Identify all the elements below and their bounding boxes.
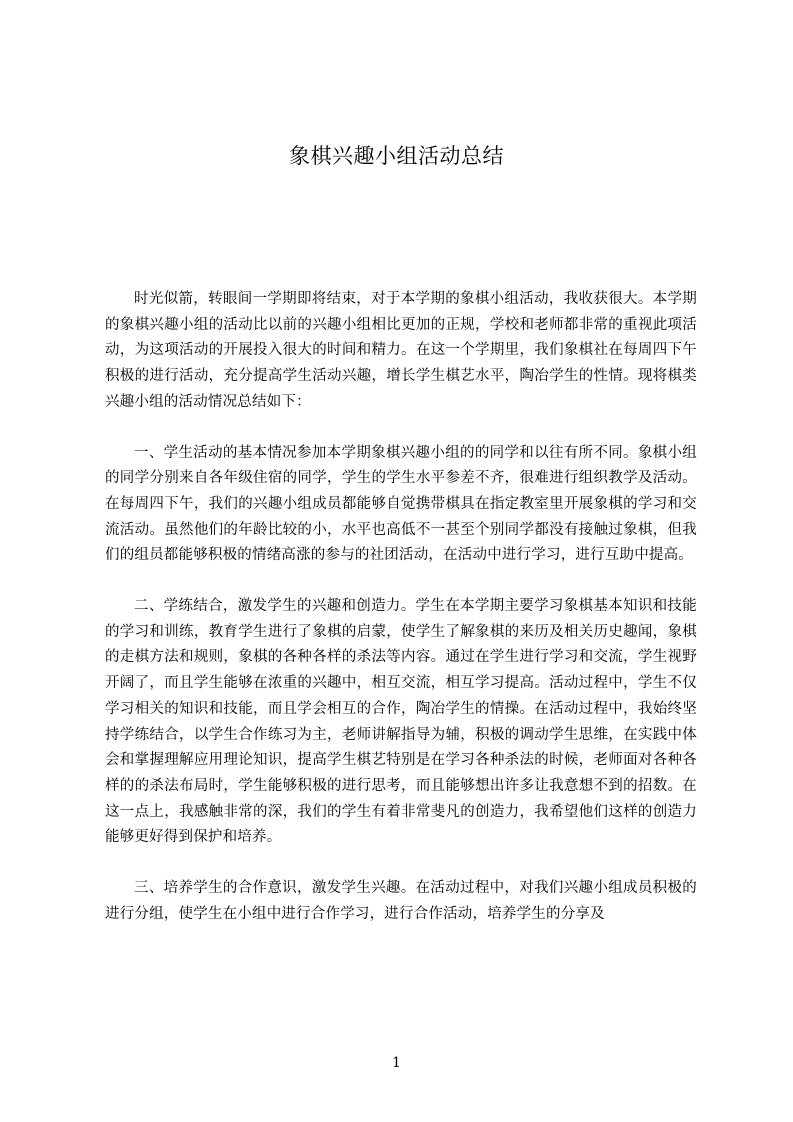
document-body [105, 287, 697, 952]
paragraph-section-2: 二、学练结合，激发学生的兴趣和创造力。学生在本学期主要学习象棋基本知识和技能的学习和训练，教育学生进行了象棋的启蒙，使学生了解象棋的来历及相关历史趣闻，象棋的走棋方法和规则，象棋的各种各样的杀法等内容。通过在学生进行学习和交流，学生视野开阔了，而且学生能够在浓重的兴趣中，相互交流，相互学习提高。活动过程中，学生不仅学习相关的知识和技能，而且学会相互的合作，陶冶学生的情操。在活动过程中，我始终坚持学练结合，以学生合作练习为主，老师讲解指导为辅，积极的调动学生思维，在实践中体会和掌握理解应用理论知识，提高学生棋艺特别是在学习各种杀法的时候，老师面对各种各样的的杀法布局时，学生能够积极的进行思考，而且能够想出许多让我意想不到的招数。在这一点上，我感触非常的深，我们的学生有着非常斐凡的创造力，我希望他们这样的创造力能够更好得到保护和培养。 [105, 598, 697, 846]
document-title: 象棋兴趣小组活动总结 [289, 144, 504, 168]
paragraph-intro: 时光似箭，转眼间一学期即将结束，对于本学期的象棋小组活动，我收获很大。本学期的象棋兴趣小组的活动比以前的兴趣小组相比更加的正规，学校和老师都非常的重视此项活动，为这项活动的开展投入很大的时间和精力。在这一个学期里，我们象棋社在每周四下午积极的进行活动，充分提高学生活动兴趣，增长学生棋艺水平，陶冶学生的性情。现将棋类兴趣小组的活动情况总结如下： [105, 291, 697, 410]
paragraph-section-1: 一、学生活动的基本情况参加本学期象棋兴趣小组的的同学和以往有所不同。象棋小组的同学分别来自各年级住宿的同学，学生的学生水平参差不齐，很难进行组织教学及活动。在每周四下午，我们的兴趣小组成员都能够自觉携带棋具在指定教室里开展象棋的学习和交流活动。虽然他们的年龄比较的小，水平也高低不一甚至个别同学都没有接触过象棋，但我们的组员都能够积极的情绪高涨的参与的社团活动，在活动中进行学习，进行互助中提高。 [105, 444, 697, 564]
paragraph-section-3: 三、培养学生的合作意识，激发学生兴趣。在活动过程中，对我们兴趣小组成员积极的进行分组，使学生在小组中进行合作学习，进行合作活动，培养学生的分享及 [105, 880, 697, 922]
page-number: 1 [392, 1055, 401, 1071]
